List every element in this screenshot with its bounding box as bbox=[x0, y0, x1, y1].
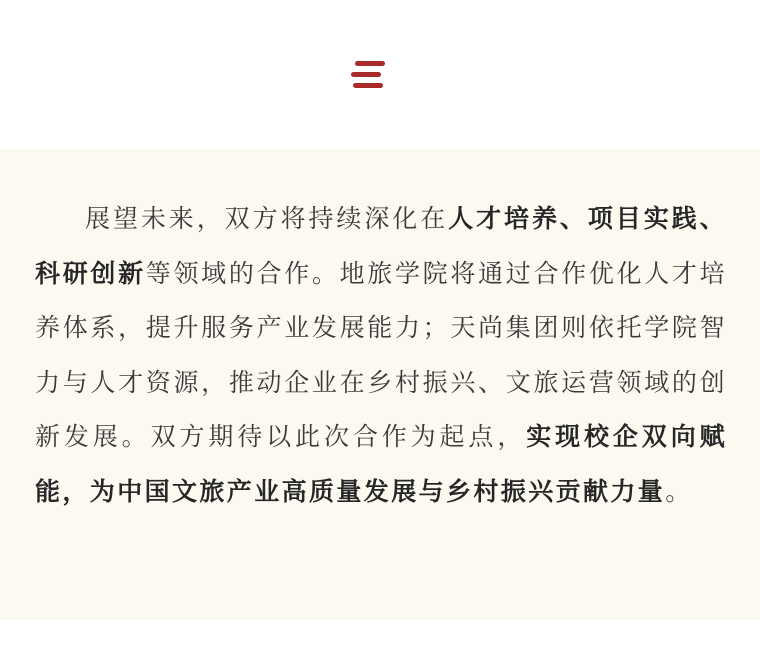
text-segment: 。 bbox=[665, 476, 693, 506]
article-card bbox=[0, 149, 760, 620]
text-segment: 展望未来，双方将持续深化在 bbox=[85, 204, 449, 233]
text-segment: 等领域的合作。地旅学院将通过合作优化人才培养体系，提升服务产业发展能力；天尚集团则依托学院智力与人才资源，推动企业在乡村振兴、文旅运营领域的创新发展。双方期待以此次合作为起点， bbox=[35, 258, 727, 451]
three-line-menu-icon bbox=[351, 61, 385, 89]
icon-line-middle bbox=[351, 72, 381, 77]
article-paragraph bbox=[35, 192, 727, 519]
bold-text-segment: 人才培养、项目实践、科研创新 bbox=[35, 204, 727, 288]
icon-line-bottom bbox=[353, 83, 383, 88]
bold-text-segment: 实现校企双向赋能，为中国文旅产业高质量发展与乡村振兴贡献力量 bbox=[35, 422, 727, 506]
icon-line-top bbox=[355, 61, 385, 66]
